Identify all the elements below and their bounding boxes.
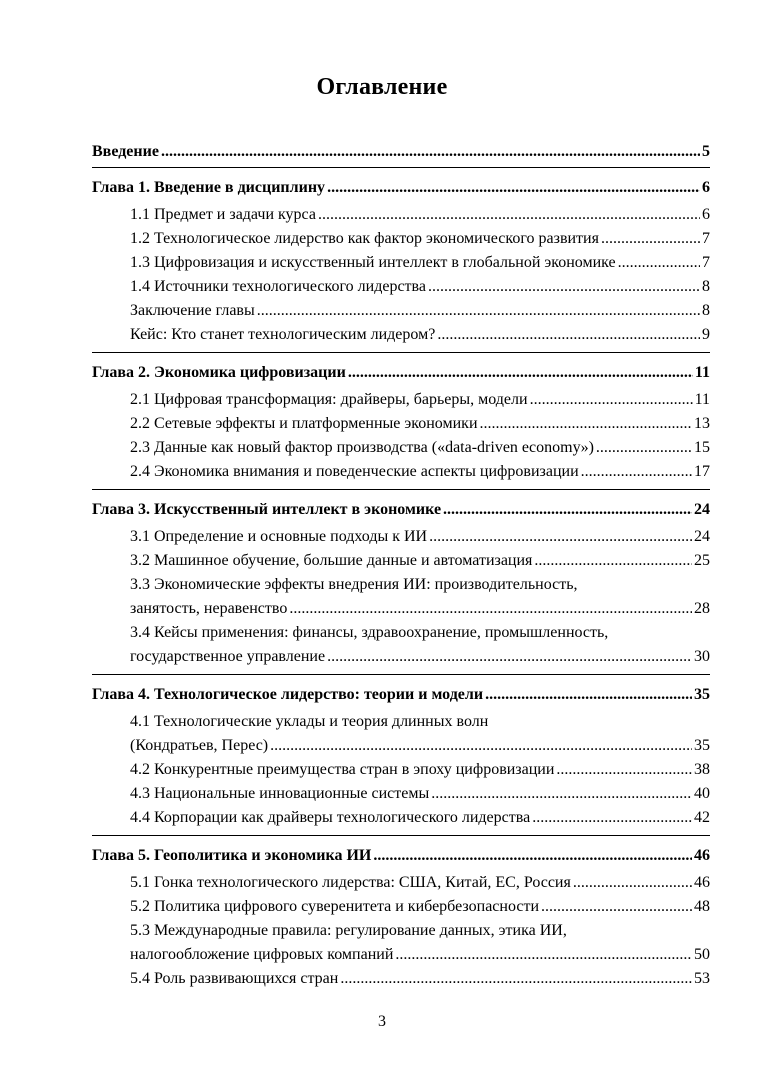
dot-leader: [573, 871, 692, 895]
dot-leader: [318, 203, 700, 227]
chapter-block: [92, 353, 710, 489]
toc-page-number: 8: [702, 278, 710, 295]
dot-leader: [327, 176, 700, 200]
toc-page-number: 6: [702, 206, 710, 223]
toc-entry-label: 1.3 Цифровизация и искусственный интеллект в глобальной экономике: [130, 254, 616, 271]
toc-entry-label: Глава 1. Введение в дисциплину: [92, 179, 326, 196]
toc-chapter-heading[interactable]: [92, 361, 710, 385]
dot-leader: [618, 251, 700, 275]
dot-leader: [530, 388, 693, 412]
toc-section-entry[interactable]: [92, 806, 710, 830]
toc-entry-label: 4.2 Конкурентные преимущества стран в эпоху цифровизации: [130, 761, 555, 778]
toc-page-number: 5: [702, 143, 710, 160]
toc-entry-first-line: 3.4 Кейсы применения: финансы, здравоохранение, промышленность,: [130, 624, 609, 641]
toc-entry-label: государственное управление: [130, 648, 326, 665]
toc-entry-first-line: 5.3 Международные правила: регулирование данных, этика ИИ,: [130, 922, 567, 939]
toc-section-entry[interactable]: [92, 251, 710, 275]
toc-page-number: 42: [694, 809, 710, 826]
dot-leader: [348, 361, 693, 385]
chapters-list: [92, 167, 710, 996]
toc-section-entry[interactable]: [92, 967, 710, 991]
toc-page-number: 24: [694, 528, 710, 545]
toc-page-number: 28: [694, 600, 710, 617]
dot-leader: [480, 412, 692, 436]
toc-page-number: 7: [702, 230, 710, 247]
toc-chapter-heading[interactable]: [92, 176, 710, 200]
toc-page-number: 46: [694, 874, 710, 891]
dot-leader: [257, 299, 700, 323]
dot-leader: [581, 460, 692, 484]
toc-entry-label: 5.2 Политика цифрового суверенитета и кибербезопасности: [130, 898, 540, 915]
chapter-block: [92, 168, 710, 352]
toc-section-entry[interactable]: [92, 525, 710, 549]
toc-entry-label: Кейс: Кто станет технологическим лидером?: [130, 326, 436, 343]
toc-section-entry[interactable]: [92, 871, 710, 895]
toc-section-entry[interactable]: [92, 734, 710, 758]
toc-page-number: 8: [702, 302, 710, 319]
toc-page-number: 46: [694, 847, 710, 864]
toc-entry-label: Заключение главы: [130, 302, 255, 319]
toc-section-entry[interactable]: [92, 782, 710, 806]
dot-leader: [428, 275, 700, 299]
toc-entry-label: 4.3 Национальные инновационные системы: [130, 785, 430, 802]
chapter-spacer: [92, 991, 710, 996]
dot-leader: [532, 806, 692, 830]
toc-section-entry[interactable]: [92, 299, 710, 323]
toc-entry-label: 2.3 Данные как новый фактор производства («data-driven economy»): [130, 439, 594, 456]
dot-leader: [443, 498, 692, 522]
dot-leader: [437, 323, 700, 347]
dot-leader: [161, 140, 700, 164]
toc-section-entry[interactable]: [92, 388, 710, 412]
toc-section-entry[interactable]: [92, 275, 710, 299]
toc-page-number: 38: [694, 761, 710, 778]
dot-leader: [270, 734, 692, 758]
toc-entry-first-line: 3.3 Экономические эффекты внедрения ИИ: производительность,: [130, 576, 578, 593]
toc-entry-label: (Кондратьев, Перес): [130, 737, 269, 754]
toc-entry-label: Глава 5. Геополитика и экономика ИИ: [92, 847, 372, 864]
toc-page-number: 50: [694, 946, 710, 963]
toc-section-entry[interactable]: [92, 549, 710, 573]
toc-page-number: 13: [694, 415, 710, 432]
toc-page-number: 11: [694, 391, 710, 408]
toc-entry-intro[interactable]: [92, 140, 710, 164]
toc-entry-first-line: 4.1 Технологические уклады и теория длинных волн: [130, 713, 489, 730]
toc-page-number: 11: [694, 364, 710, 381]
chapter-block: [92, 675, 710, 835]
toc-entry-label: занятость, неравенство: [130, 600, 288, 617]
dot-leader: [556, 758, 692, 782]
dot-leader: [601, 227, 700, 251]
toc-page-number: 48: [694, 898, 710, 915]
toc-page-number: 40: [694, 785, 710, 802]
toc-section-entry[interactable]: [92, 597, 710, 621]
toc-page-number: 30: [694, 648, 710, 665]
toc-page-number: 35: [694, 737, 710, 754]
toc-entry-label: 5.1 Гонка технологического лидерства: США, Китай, ЕС, Россия: [130, 874, 571, 891]
toc-section-entry[interactable]: [92, 943, 710, 967]
toc-entry-label: 2.2 Сетевые эффекты и платформенные экономики: [130, 415, 478, 432]
chapter-block: [92, 836, 710, 996]
toc-page-number: 6: [702, 179, 710, 196]
toc-page-number: 53: [694, 970, 710, 987]
toc-page-number: 15: [694, 439, 710, 456]
toc-page-number: 9: [702, 326, 710, 343]
toc-page-number: 25: [694, 552, 710, 569]
toc-page-number: 24: [694, 501, 710, 518]
chapter-block: [92, 490, 710, 674]
dot-leader: [429, 525, 692, 549]
toc-section-entry[interactable]: [92, 758, 710, 782]
toc-entry-label: Глава 3. Искусственный интеллект в экономике: [92, 501, 442, 518]
toc-entry-label: 1.4 Источники технологического лидерства: [130, 278, 426, 295]
toc-page-number: 7: [702, 254, 710, 271]
dot-leader: [485, 683, 692, 707]
toc-section-entry[interactable]: [92, 436, 710, 460]
toc-section-entry[interactable]: [92, 203, 710, 227]
toc-entry-label: 2.1 Цифровая трансформация: драйверы, барьеры, модели: [130, 391, 528, 408]
dot-leader: [431, 782, 692, 806]
dot-leader: [395, 943, 692, 967]
table-of-contents: [92, 140, 710, 996]
toc-chapter-heading[interactable]: [92, 683, 710, 707]
dot-leader: [327, 645, 692, 669]
dot-leader: [541, 895, 692, 919]
toc-section-entry[interactable]: [92, 323, 710, 347]
dot-leader: [534, 549, 692, 573]
toc-section-entry[interactable]: [92, 227, 710, 251]
toc-chapter-heading[interactable]: [92, 498, 710, 522]
dot-leader: [289, 597, 692, 621]
page-number: 3: [378, 1013, 386, 1030]
toc-entry-label: 4.4 Корпорации как драйверы технологического лидерства: [130, 809, 531, 826]
toc-section-entry[interactable]: [92, 645, 710, 669]
toc-section-entry[interactable]: [92, 412, 710, 436]
dot-leader: [340, 967, 692, 991]
toc-section-entry[interactable]: [92, 895, 710, 919]
toc-entry-label: Введение: [92, 143, 159, 160]
toc-page-number: 17: [694, 463, 710, 480]
dot-leader: [596, 436, 692, 460]
toc-chapter-heading[interactable]: [92, 844, 710, 868]
toc-entry-label: налогообложение цифровых компаний: [130, 946, 394, 963]
toc-entry-label: Глава 4. Технологическое лидерство: теории и модели: [92, 686, 484, 703]
toc-entry-label: 1.1 Предмет и задачи курса: [130, 206, 316, 223]
toc-entry-label: 3.2 Машинное обучение, большие данные и автоматизация: [130, 552, 533, 569]
toc-entry-label: 3.1 Определение и основные подходы к ИИ: [130, 528, 428, 545]
toc-page-number: 35: [694, 686, 710, 703]
toc-section-entry[interactable]: [92, 460, 710, 484]
toc-entry-label: 1.2 Технологическое лидерство как фактор экономического развития: [130, 230, 599, 247]
toc-entry-label: Глава 2. Экономика цифровизации: [92, 364, 346, 381]
dot-leader: [373, 844, 692, 868]
page-title: Оглавление: [316, 74, 448, 100]
toc-entry-label: 5.4 Роль развивающихся стран: [130, 970, 339, 987]
toc-entry-label: 2.4 Экономика внимания и поведенческие аспекты цифровизации: [130, 463, 579, 480]
